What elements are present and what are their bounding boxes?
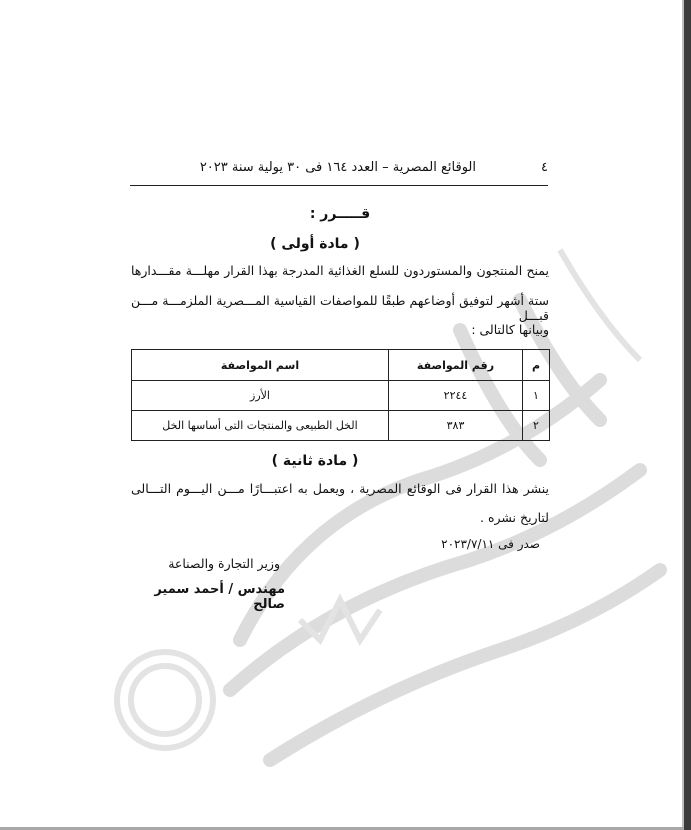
minister-title: وزير التجارة والصناعة: [168, 556, 280, 571]
table-row: [132, 381, 550, 411]
page-number: ٤: [541, 160, 548, 175]
article-one-line-3: وبيانها كالتالى :: [471, 322, 549, 337]
article-one-line-1: يمنح المنتجون والمستوردون للسلع الغذائية المدرجة بهذا القرار مهلـــة مقـــدارها: [131, 263, 549, 278]
cell-serial: ٢: [523, 411, 550, 441]
table-row: [132, 411, 550, 441]
minister-name: مهندس / أحمد سمير صالح: [154, 582, 285, 612]
article-two-line-2: لتاريخ نشره .: [480, 510, 549, 525]
cell-spec-number: ٣٨٣: [389, 411, 523, 441]
table-header-row: [132, 350, 550, 381]
issued-date: صدر فى ٢٠٢٣/٧/١١: [441, 537, 540, 551]
cell-spec-name: الخل الطبيعى والمنتجات التى أساسها الخل: [132, 411, 389, 441]
article-one-line-2: ستة أشهر لتوفيق أوضاعهم طبقًا للمواصفات القياسية المـــصرية الملزمـــة مـــن قبـــل: [131, 293, 549, 323]
cell-spec-number: ٢٢٤٤: [389, 381, 523, 411]
column-header-spec-name: اسم المواصفة: [132, 350, 389, 381]
cell-serial: ١: [523, 381, 550, 411]
column-header-spec-number: رقم المواصفة: [389, 350, 523, 381]
page-header: [199, 158, 548, 178]
article-one-title: ( مادة أولى ): [270, 236, 360, 252]
article-two-title: ( مادة ثانية ): [271, 453, 359, 469]
cell-spec-name: الأرز: [132, 381, 389, 411]
column-header-serial: م: [523, 350, 550, 381]
header-divider: [130, 185, 548, 186]
article-two-line-1: ينشر هذا القرار فى الوقائع المصرية ، ويعمل به اعتبـــارًا مـــن اليـــوم التـــالى: [131, 481, 549, 496]
decision-title: قـــــرر :: [309, 206, 371, 222]
specifications-table: [131, 349, 550, 441]
header-title: الوقائع المصرية – العدد ١٦٤ فى ٣٠ يولية سنة ٢٠٢٣: [199, 160, 476, 175]
